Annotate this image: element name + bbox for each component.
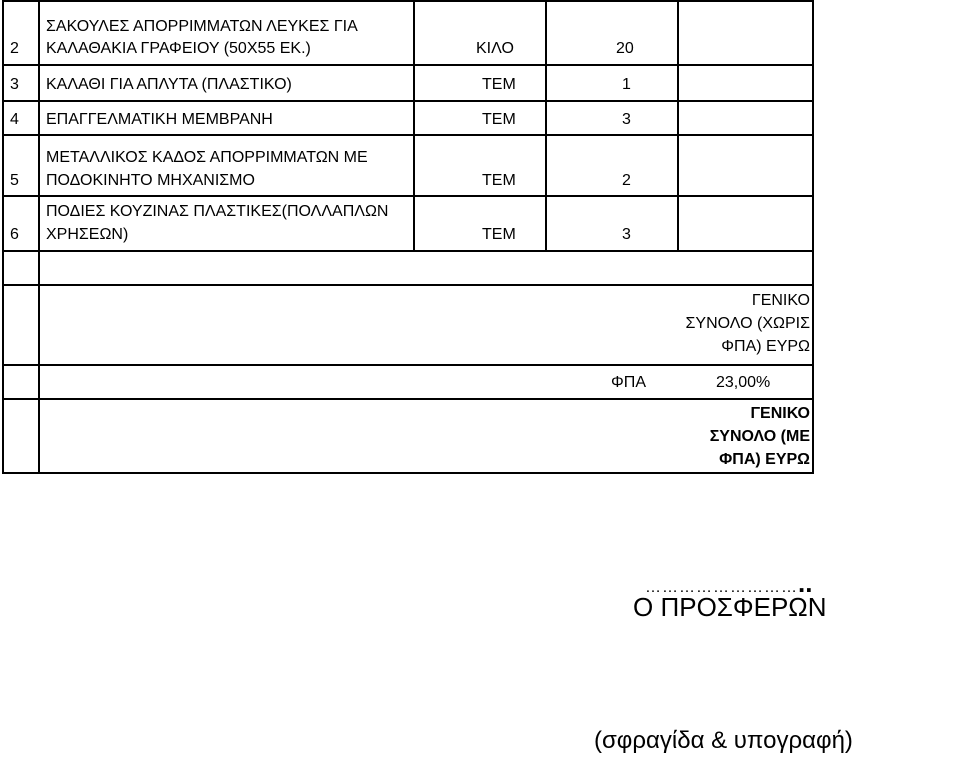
item-unit: ΚΙΛΟ: [476, 40, 514, 57]
item-description-line1: ΚΑΛΑΘΙ ΓΙΑ ΑΠΛΥΤΑ (ΠΛΑΣΤΙΚΟ): [46, 76, 292, 93]
grid-row-5: [2, 195, 814, 197]
item-quantity: 3: [622, 111, 631, 128]
net-total-label-line3: ΦΠΑ) ΕΥΡΩ: [721, 338, 810, 355]
item-description-line2: ΧΡΗΣΕΩΝ): [46, 226, 129, 243]
item-description-line1: ΜΕΤΑΛΛΙΚΟΣ ΚΑΔΟΣ ΑΠΟΡΡΙΜΜΑΤΩΝ ΜΕ: [46, 149, 368, 166]
grid-row-bottom: [2, 472, 814, 474]
gross-total-label-line3: ΦΠΑ) ΕΥΡΩ: [719, 451, 810, 468]
item-description-line1: ΠΟΔΙΕΣ ΚΟΥΖΙΝΑΣ ΠΛΑΣΤΙΚΕΣ(ΠΟΛΛΑΠΛΩΝ: [46, 203, 389, 220]
grid-line-unit: [545, 0, 547, 250]
item-unit: ΤΕΜ: [482, 111, 516, 128]
grid-row-empty: [2, 284, 814, 286]
net-total-label-line1: ΓΕΝΙΚΟ: [751, 292, 810, 309]
grid-row-2: [2, 64, 814, 66]
vat-rate: 23,00%: [716, 374, 771, 391]
grid-row-net: [2, 364, 814, 366]
row-number: 6: [10, 226, 19, 243]
item-quantity: 3: [622, 226, 631, 243]
grid-row-vat: [2, 398, 814, 400]
grid-line-num: [38, 0, 40, 474]
grid-line-left: [2, 0, 4, 474]
vat-label: ΦΠΑ: [611, 374, 646, 391]
signature-dots-end: ..: [798, 568, 813, 598]
item-description-line1: ΕΠΑΓΓΕΛΜΑΤΙΚΗ ΜΕΜΒΡΑΝΗ: [46, 111, 273, 128]
row-number: 4: [10, 111, 19, 128]
item-unit: ΤΕΜ: [482, 226, 516, 243]
item-quantity: 2: [622, 172, 631, 189]
item-quantity: 1: [622, 76, 631, 93]
grid-row-top: [2, 0, 814, 2]
stamp-signature-label: (σφραγίδα & υπογραφή): [594, 727, 853, 754]
item-description-line1: ΣΑΚΟΥΛΕΣ ΑΠΟΡΡΙΜΜΑΤΩΝ ΛΕΥΚΕΣ ΓΙΑ: [46, 18, 358, 35]
item-unit: ΤΕΜ: [482, 172, 516, 189]
item-unit: ΤΕΜ: [482, 76, 516, 93]
net-total-label-line2: ΣΥΝΟΛΟ (ΧΩΡΙΣ: [685, 315, 810, 332]
grid-line-desc: [413, 0, 415, 250]
row-number: 5: [10, 172, 19, 189]
grid-row-6: [2, 250, 814, 252]
offerer-title: Ο ΠΡΟΣΦΕΡΩΝ: [633, 592, 827, 622]
grid-row-3: [2, 100, 814, 102]
item-description-line2: ΠΟΔΟΚΙΝΗΤΟ ΜΗΧΑΝΙΣΜΟ: [46, 172, 255, 189]
gross-total-label-line2: ΣΥΝΟΛΟ (ΜΕ: [709, 428, 810, 445]
row-number: 2: [10, 40, 19, 57]
grid-line-qty: [677, 0, 679, 250]
grid-line-price: [812, 0, 814, 474]
grid-row-4: [2, 134, 814, 136]
item-description-line2: ΚΑΛΑΘΑΚΙΑ ΓΡΑΦΕΙΟΥ (50Χ55 ΕΚ.): [46, 40, 311, 57]
signature-dots: ………………………: [645, 579, 798, 596]
gross-total-label-line1: ΓΕΝΙΚΟ: [750, 405, 810, 422]
row-number: 3: [10, 76, 19, 93]
item-quantity: 20: [616, 40, 634, 57]
